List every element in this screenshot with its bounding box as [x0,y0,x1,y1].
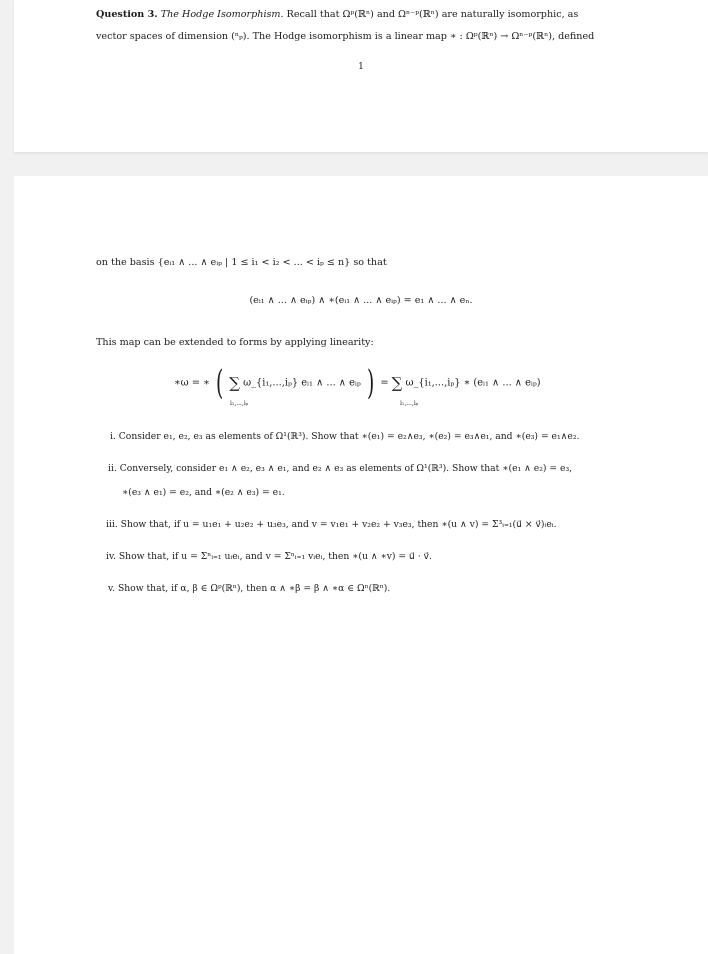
part-v [108,582,390,595]
sum-index-left: i₁,...,iₚ [230,400,249,407]
part-text: Conversely, consider e₁ ∧ e₂, e₃ ∧ e₁, and e₂ ∧ e₃ as elements of Ω¹(ℝ³). Show that ∗(e₁ ∧ e₂) = e₃, [119,463,573,474]
question-title: The Hodge Isomorphism. [160,9,284,20]
sum-symbol: ∑ [229,374,240,392]
left-paren: ( [215,363,224,403]
question-label: Question 3. [96,9,158,20]
extend-line: This map can be extended to forms by applying linearity: [96,337,374,348]
part-label: i. [110,431,116,442]
defining-equation: (eᵢ₁ ∧ ... ∧ eᵢₚ) ∧ ∗(eᵢ₁ ∧ ... ∧ eᵢₚ) = e₁ ∧ ... ∧ eₙ. [249,295,473,306]
equation-lhs: ∗ω = ∗ [174,377,210,389]
part-text: Consider e₁, e₂, e₃ as elements of Ω¹(ℝ³). Show that ∗(e₁) = e₂∧e₃, ∗(e₂) = e₃∧e₁, and ∗(e₃) = e₁∧e₂. [118,431,580,442]
part-text: Show that, if α, β ∈ Ωᵖ(ℝⁿ), then α ∧ ∗β = β ∧ ∗α ∈ Ωⁿ(ℝⁿ). [117,583,391,594]
part-label: ii. [108,463,117,474]
part-text: Show that, if u = Σⁿᵢ₌₁ uᵢeᵢ, and v = Σⁿᵢ₌₁ vᵢeᵢ, then ∗(u ∧ ∗v) = u⃗ · v⃗. [118,551,432,562]
part-i [110,430,579,443]
part-text: Show that, if u = u₁e₁ + u₂e₂ + u₃e₃, and v = v₁e₁ + v₂e₂ + v₃e₃, then ∗(u ∧ v) = Σ³ᵢ₌₁(u⃗ × v⃗)ᵢeᵢ. [120,519,557,530]
sum-index-right: i₁,...,iₚ [400,400,419,407]
page-1 [14,0,708,152]
question-heading [96,8,578,21]
basis-line: on the basis {eᵢ₁ ∧ ... ∧ eᵢₚ | 1 ≤ i₁ < i₂ < ... < iₚ ≤ n} so that [96,257,387,268]
part-ii [108,462,572,475]
part-label: iii. [106,519,118,530]
part-label: iv. [106,551,116,562]
extension-equation [174,363,541,407]
page-2 [14,176,708,954]
sum-symbol-2: ∑ [391,374,403,392]
right-paren: ) [366,363,375,403]
part-ii-continued: ∗(e₃ ∧ e₁) = e₂, and ∗(e₂ ∧ e₃) = e₁. [122,487,285,498]
question-intro-line-2: vector spaces of dimension (ⁿₚ). The Hodge isomorphism is a linear map ∗ : Ωᵖ(ℝⁿ) → Ωⁿ⁻ᵖ(ℝⁿ), defined [96,31,595,42]
page-number: 1 [358,62,364,72]
equation-inner: ω_{i₁,...,iₚ} eᵢ₁ ∧ ... ∧ eᵢₚ [243,377,361,389]
question-intro: Recall that Ωᵖ(ℝⁿ) and Ωⁿ⁻ᵖ(ℝⁿ) are naturally isomorphic, as [286,9,579,20]
part-label: v. [108,583,116,594]
equation-equals: = [380,377,389,389]
part-iii [106,518,557,531]
part-iv [106,550,432,563]
equation-rhs: ω_{i₁,...,iₚ} ∗ (eᵢ₁ ∧ ... ∧ eᵢₚ) [405,377,541,389]
